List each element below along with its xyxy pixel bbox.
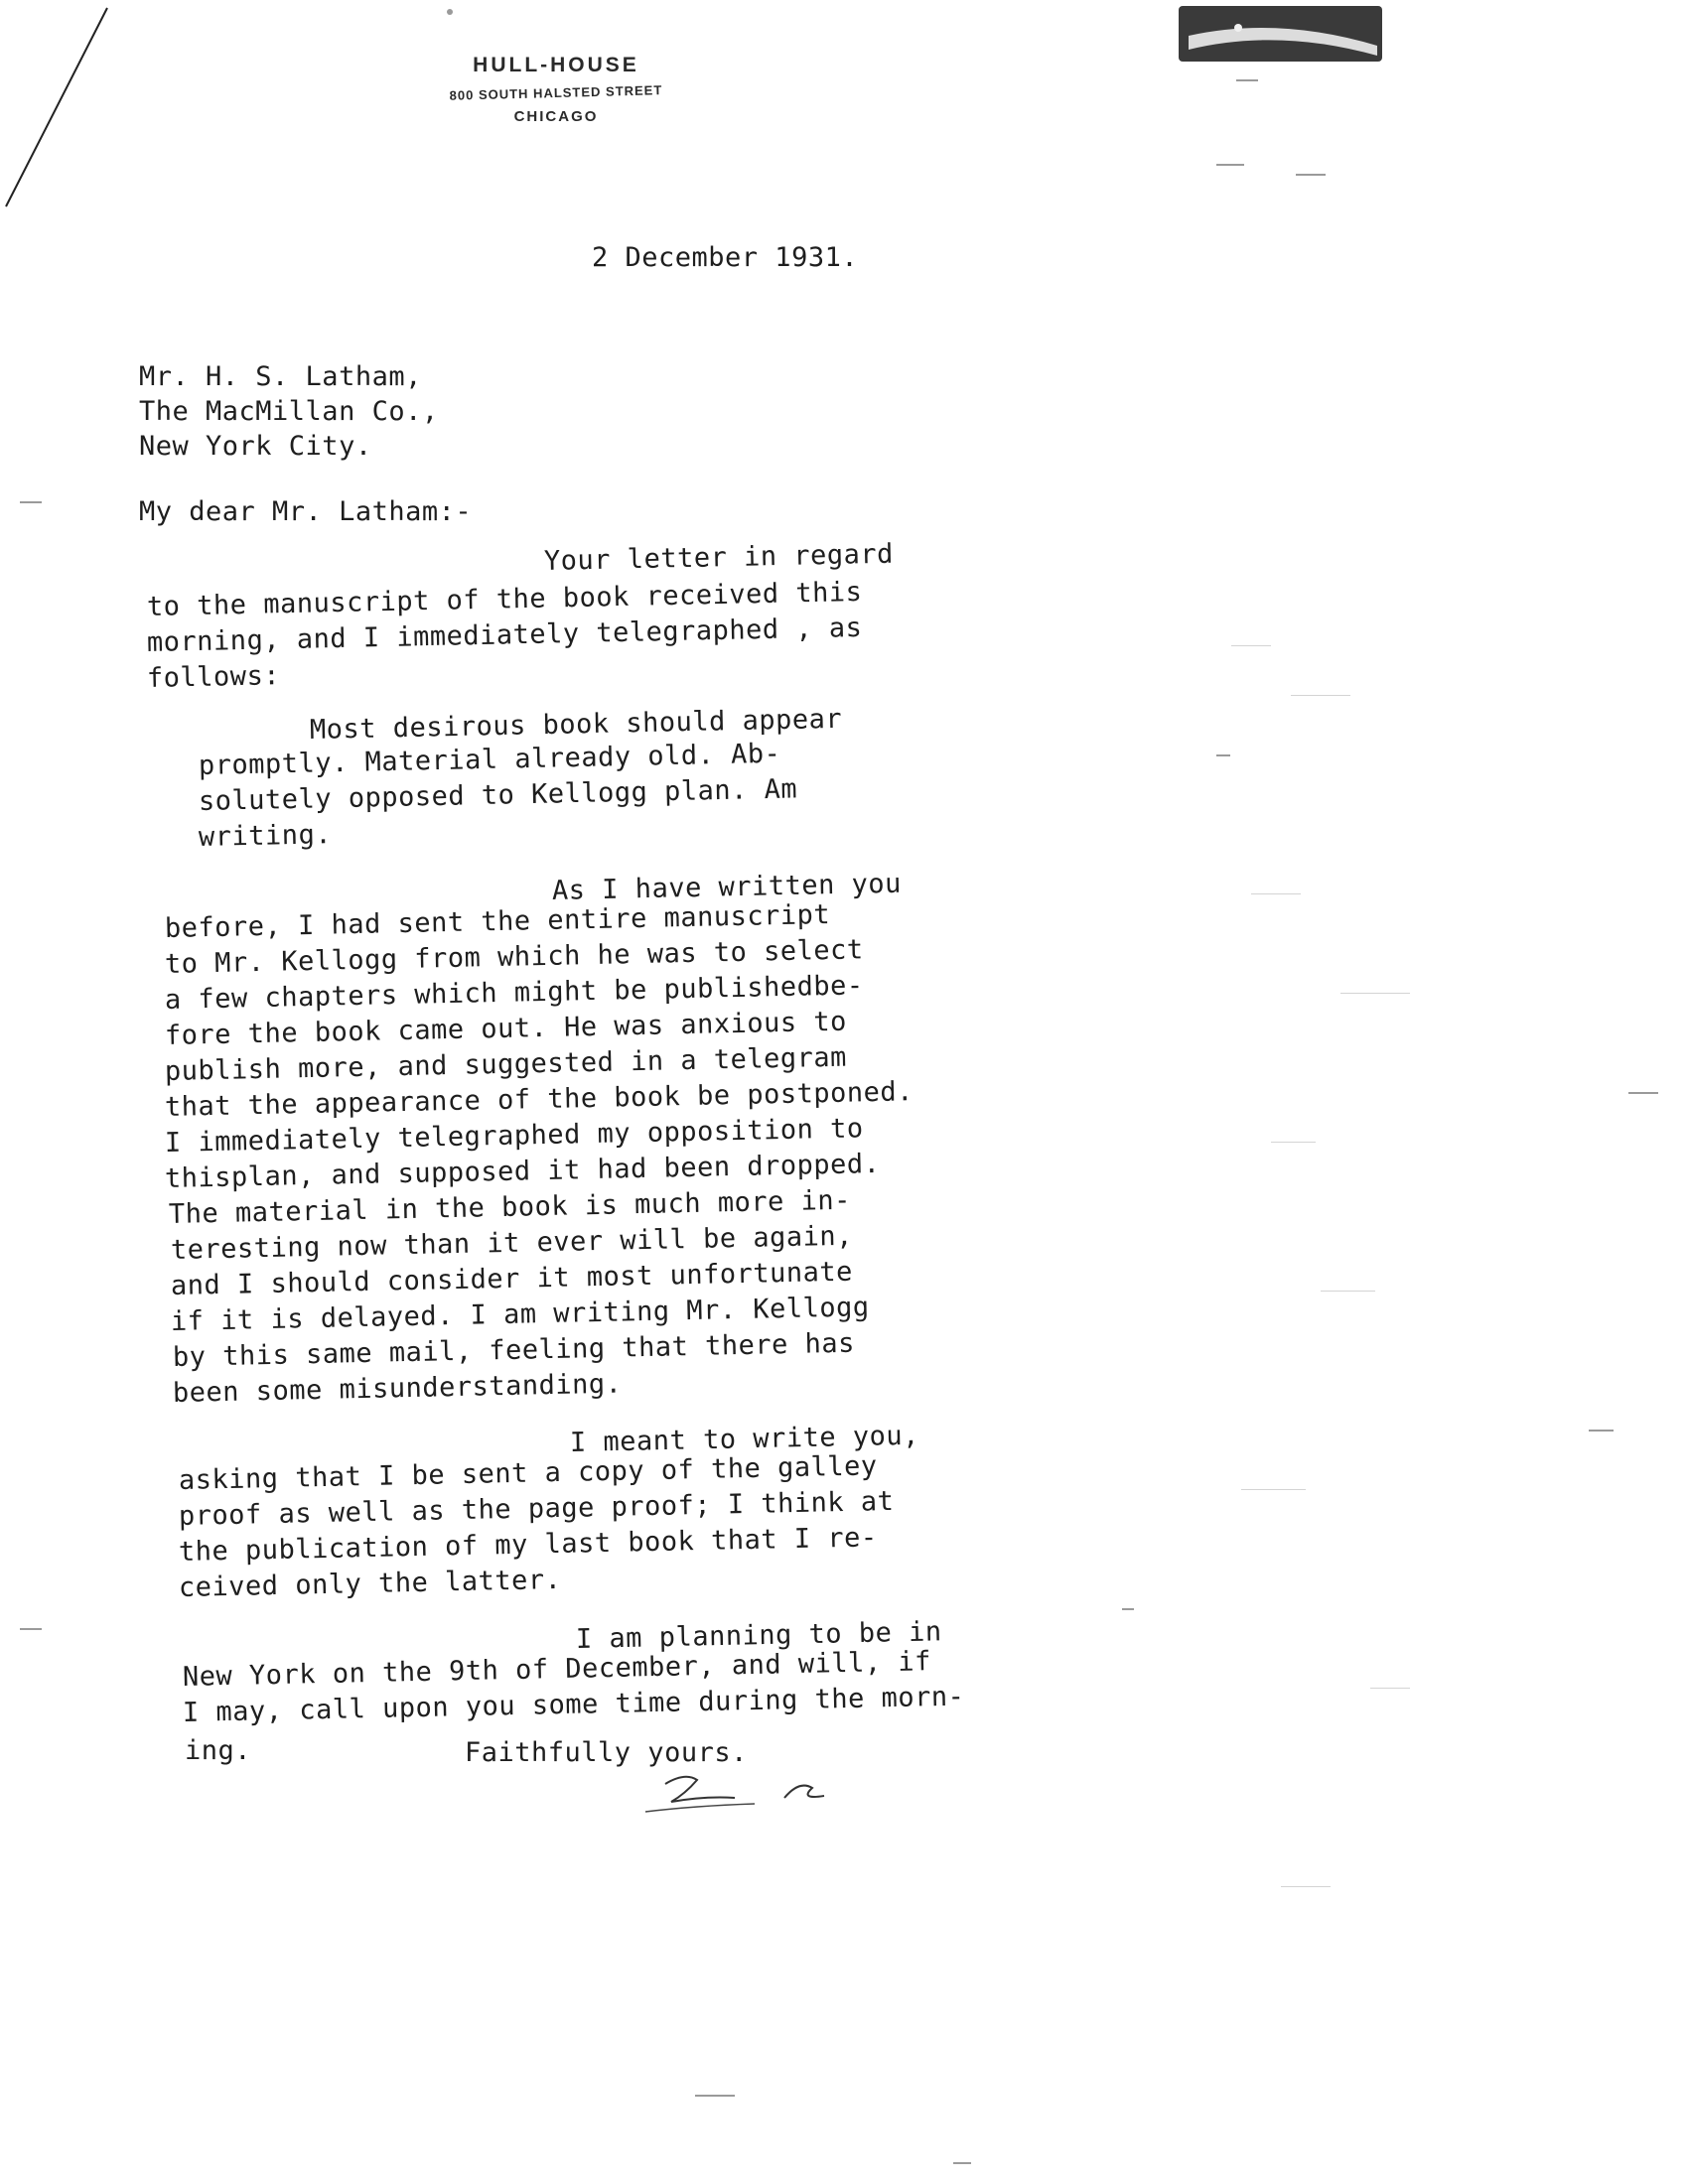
paragraph-2-line-14: by this same mail, feeling that there has [172,1327,856,1373]
paragraph-2-line-3: to Mr. Kellogg from which he was to select [164,934,864,980]
paragraph-2-line-2: before, I had sent the entire manuscript [164,898,831,944]
paragraph-3-line-3: proof as well as the page proof; I think at [178,1485,895,1532]
paper-clip-shadow [1179,6,1382,62]
letterhead [397,54,715,125]
paragraph-1-line-4: follows: [146,660,281,694]
paragraph-2-line-10: The material in the book is much more in- [168,1184,852,1230]
paragraph-4-line-3: I may, call upon you some time during the morn- [182,1681,965,1728]
paragraph-2-line-8: I immediately telegraphed my opposition to [164,1113,864,1159]
recipient-line-3: New York City. [139,431,372,462]
paragraph-3-line-5: ceived only the latter. [178,1564,562,1603]
paragraph-3-line-4: the publication of my last book that I re- [178,1522,878,1568]
paragraph-1-line-2: to the manuscript of the book received this [146,576,863,622]
paragraph-4-line-1: I am planning to be in [575,1616,942,1655]
paragraph-1-line-3: morning, and I immediately telegraphed , as [146,612,863,658]
paragraph-2-line-9: thisplan, and supposed it had been dropped. [164,1148,881,1194]
telegram-line-4: writing. [198,819,333,853]
paragraph-2-line-4: a few chapters which might be publishedbe- [164,970,864,1016]
letterhead-street: 800 SOUTH HALSTED STREET [449,82,663,103]
paragraph-2-line-12: and I should consider it most unfortunate [170,1256,854,1301]
paragraph-2-line-1: As I have written you [551,868,903,906]
paragraph-2-line-15: been some misunderstanding. [172,1368,623,1409]
paragraph-3-line-2: asking that I be sent a copy of the galley [178,1450,878,1496]
closing: Faithfully yours. [465,1737,748,1768]
margin-pen-stroke [0,0,139,218]
paragraph-1-line-1: Your letter in regard [543,538,895,577]
recipient-line-2: The MacMillan Co., [139,396,439,427]
letterhead-name: HULL-HOUSE [473,54,639,76]
telegram-line-1: Most desirous book should appear [309,703,843,746]
salutation: My dear Mr. Latham:- [139,496,473,527]
paragraph-2-line-13: if it is delayed. I am writing Mr. Kellogg [170,1292,870,1337]
letter-date: 2 December 1931. [592,242,859,273]
handwritten-signature [635,1762,854,1822]
paragraph-2-line-11: teresting now than it ever will be again, [170,1220,854,1266]
paragraph-2-line-7: that the appearance of the book be postponed. [164,1076,914,1123]
paragraph-3-line-1: I meant to write you, [569,1420,920,1458]
recipient-line-1: Mr. H. S. Latham, [139,361,422,392]
paragraph-2-line-6: publish more, and suggested in a telegram [164,1041,848,1087]
paragraph-2-line-5: fore the book came out. He was anxious to [164,1006,848,1051]
paragraph-4-line-2: New York on the 9th of December, and will, if [182,1646,932,1693]
telegram-line-3: solutely opposed to Kellogg plan. Am [198,773,798,817]
paragraph-4-line-4: ing. [185,1735,252,1766]
letterhead-city: CHICAGO [513,108,599,125]
telegram-line-2: promptly. Material already old. Ab- [198,738,781,781]
